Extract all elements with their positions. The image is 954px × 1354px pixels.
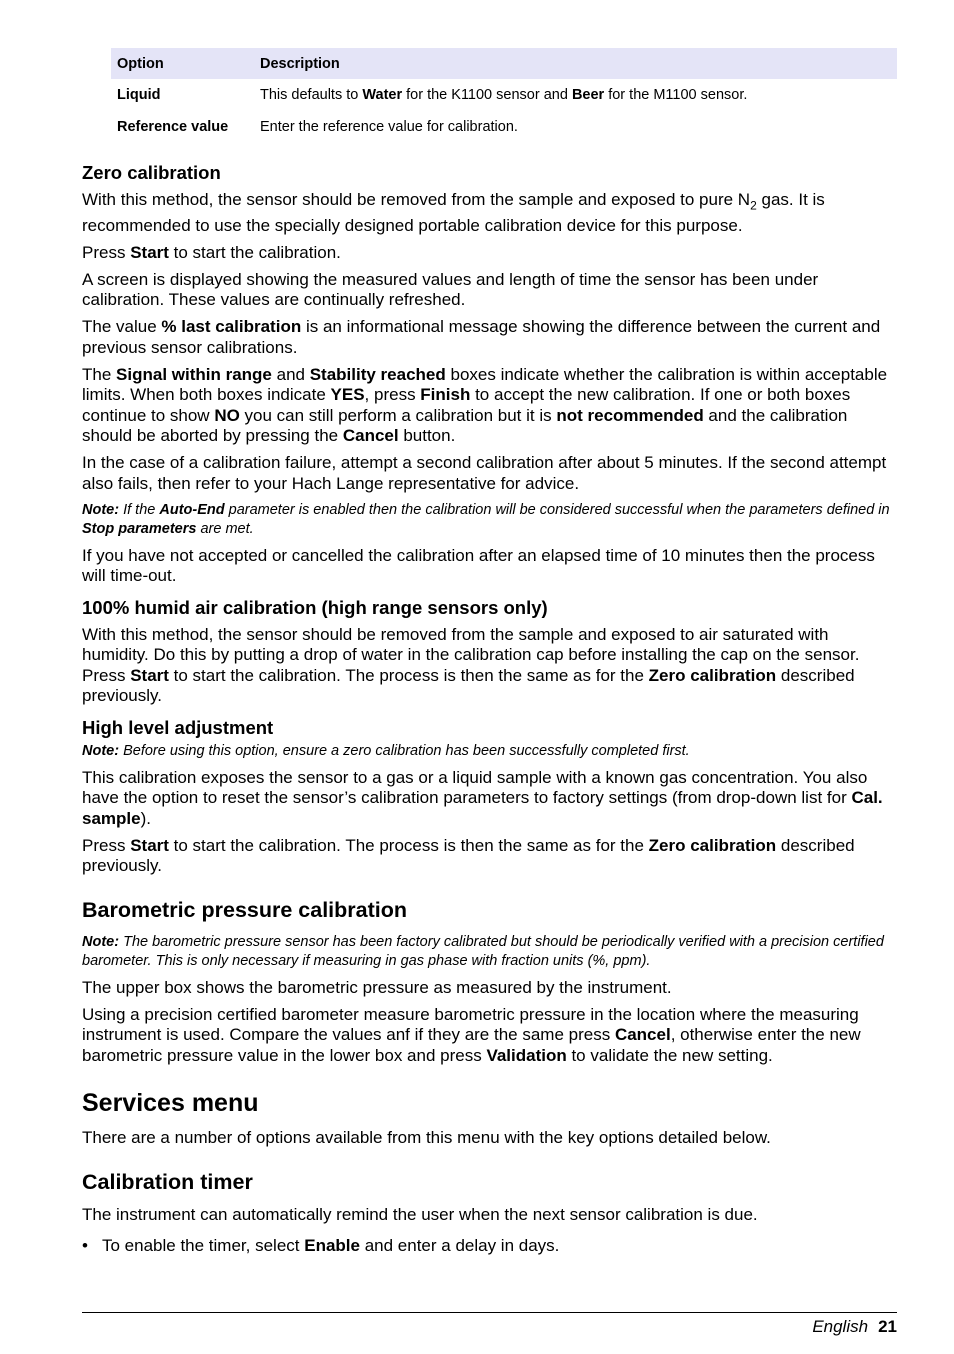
option-cell: Liquid (117, 87, 161, 103)
options-table (111, 48, 897, 143)
paragraph: If you have not accepted or cancelled the calibration after an elapsed time of 10 minutes then the process will time-out. (82, 545, 875, 586)
table-header-row (111, 48, 897, 79)
note: Note: The barometric pressure sensor has been factory calibrated but should be periodically verified with a precision certified barometer. This is only necessary if measuring in gas phase with fraction units (%, ppm). (82, 933, 884, 969)
paragraph: With this method, the sensor should be removed from the sample and exposed to pure $N_2$ gas. It is recommended to use the specially designed portable calibration device for this purpose. (82, 190, 825, 235)
option-cell: Reference value (117, 119, 229, 135)
paragraph: Press Start to start the calibration. The process is then the same as for the Zero calibration described previously. (82, 835, 855, 876)
section-heading-humid-air: 100% humid air calibration (high range sensors only) (82, 596, 548, 618)
bullet-list (82, 1235, 897, 1257)
paragraph: There are a number of options available from this menu with the key options detailed below. (82, 1128, 771, 1148)
paragraph: Using a precision certified barometer measure barometric pressure in the location where the measuring instrument is used. Compare the values anf if they are the same press Cancel, otherwise enter the new barometric pressure value in the lower box and press Validation to validate the new setting. (82, 1004, 861, 1065)
section-heading-services-menu: Services menu (82, 1089, 259, 1118)
table-row (111, 111, 897, 143)
table-row (111, 79, 897, 111)
column-header-description: Description (254, 48, 897, 79)
note: Note: If the Auto-End parameter is enabled then the calibration will be considered successful when the parameters defined in Stop parameters are met. (82, 501, 890, 537)
note: Note: Before using this option, ensure a zero calibration has been successfully completed first. (82, 742, 690, 759)
list-item: • To enable the timer, select Enable and enter a delay in days. (82, 1236, 560, 1256)
section-heading-high-level: High level adjustment (82, 716, 274, 738)
paragraph: The upper box shows the barometric pressure as measured by the instrument. (82, 977, 672, 997)
paragraph: The value % last calibration is an informational message showing the difference between the current and previous sensor calibrations. (82, 317, 881, 357)
section-heading-barometric: Barometric pressure calibration (82, 897, 408, 922)
section-heading-calibration-timer: Calibration timer (82, 1169, 253, 1194)
page-number: 21 (878, 1317, 897, 1336)
bullet-icon: • (82, 1236, 88, 1256)
section-heading-zero-calibration: Zero calibration (82, 162, 221, 183)
footer-language: English (812, 1317, 869, 1336)
paragraph: This calibration exposes the sensor to a gas or a liquid sample with a known gas concentration. You also have the option to reset the sensor’s calibration parameters to factory settings (from drop-down list for Cal. sample). (82, 767, 883, 828)
paragraph: The Signal within range and Stability reached boxes indicate whether the calibration is within acceptable limits. When both boxes indicate YES, press Finish to accept the new calibration. If one or both boxes continue to show NO you can still perform a calibration but it is not recommended and the calibration should be aborted by pressing the Cancel button. (82, 364, 888, 446)
paragraph: With this method, the sensor should be removed from the sample and exposed to air saturated with humidity. Do this by putting a drop of water in the calibration cap before installing the cap on the sensor. Press Start to start the calibration. The process is then the same as for the Zero calibration described previously. (82, 624, 860, 706)
document-body (82, 162, 897, 1257)
paragraph: In the case of a calibration failure, attempt a second calibration after about 5 minutes. If the second attempt also fails, then refer to your Hach Lange representative for advice. (82, 453, 887, 493)
column-header-option: Option (111, 48, 254, 79)
paragraph: A screen is displayed showing the measured values and length of time the sensor has been under calibration. These values are continually refreshed. (82, 269, 819, 310)
description-cell: This defaults to Water for the K1100 sensor and Beer for the M1100 sensor. (260, 87, 748, 103)
paragraph: Press Start to start the calibration. (82, 242, 341, 262)
description-cell: Enter the reference value for calibration. (260, 119, 518, 135)
paragraph: The instrument can automatically remind the user when the next sensor calibration is due. (82, 1204, 758, 1224)
page-footer (82, 1312, 897, 1337)
